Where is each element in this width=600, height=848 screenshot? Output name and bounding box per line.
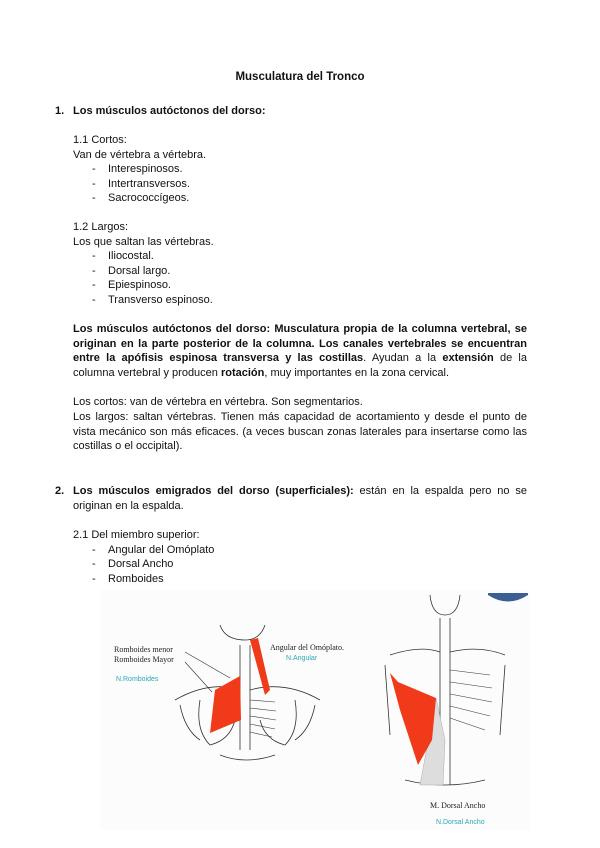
list-item: - Transverso espinoso. [92, 293, 213, 306]
paragraph-autoctonos: Los músculos autóctonos del dorso: Musculatura propia de la columna vertebral, se originan en la parte posterior de la columna. Los canales vertebrales se encuentran entre la apófisis espinosa transversa y las costillas. Ayudan a la extensión de la columna vertebral y producen rotación, muy importantes en la zona cervical. [73, 323, 527, 379]
section-2-heading: 2. Los músculos emigrados del dorso (superficiales): están en la espalda pero no se originan en la espalda. [55, 485, 527, 512]
cortos-list [73, 162, 527, 206]
paragraph-largos: Los largos: saltan vértebras. Tienen más capacidad de acortamiento y desde el punto de vista mecánico son más eficaces. (a veces buscan zonas laterales para insertarse como las costillas o el occipital). [73, 411, 527, 453]
svg-text:Romboides Mayor: Romboides Mayor [114, 655, 174, 664]
cortos-block: 1.1 Cortos: Van de vértebra a vértebra. - Interespinosos. - Intertransversos. - Sacrococcígeos. [73, 133, 527, 206]
paragraph-cortos: Los cortos: van de vértebra en vértebra. Son segmentarios. [73, 396, 363, 408]
list-item: - Dorsal largo. [92, 264, 171, 277]
list-item: - Interespinosos. [92, 163, 183, 176]
svg-text:N.Angular: N.Angular [286, 655, 318, 662]
page-title: Musculatura del Tronco [235, 71, 365, 83]
miembro-superior-block: 2.1 Del miembro superior: - Angular del Omóplato - Dorsal Ancho - Romboides [73, 528, 527, 586]
largos-list [73, 249, 527, 307]
back-muscles-illustration [100, 590, 530, 830]
svg-text:N.Romboides: N.Romboides [116, 676, 159, 683]
list-item: - Sacrococcígeos. [92, 192, 190, 205]
miembro-superior-list [73, 543, 527, 587]
svg-text:M. Dorsal Ancho: M. Dorsal Ancho [430, 801, 486, 810]
svg-text:Angular del Omóplato.: Angular del Omóplato. [270, 643, 344, 652]
svg-text:N.Dorsal Ancho: N.Dorsal Ancho [436, 819, 485, 826]
list-item: - Dorsal Ancho [92, 558, 174, 571]
list-item: - Angular del Omóplato [92, 543, 215, 556]
section-1-heading: 1. Los músculos autóctonos del dorso: [55, 105, 266, 117]
largos-block: 1.2 Largos: Los que saltan las vértebras. - Iliocostal. - Dorsal largo. - Epiespinoso. - Transverso espinoso. [73, 220, 527, 308]
svg-text:Romboides menor: Romboides menor [114, 645, 173, 654]
list-item: - Epiespinoso. [92, 279, 171, 292]
list-item: - Iliocostal. [92, 250, 154, 263]
list-item: - Intertransversos. [92, 177, 190, 190]
list-item: - Romboides [92, 572, 164, 585]
